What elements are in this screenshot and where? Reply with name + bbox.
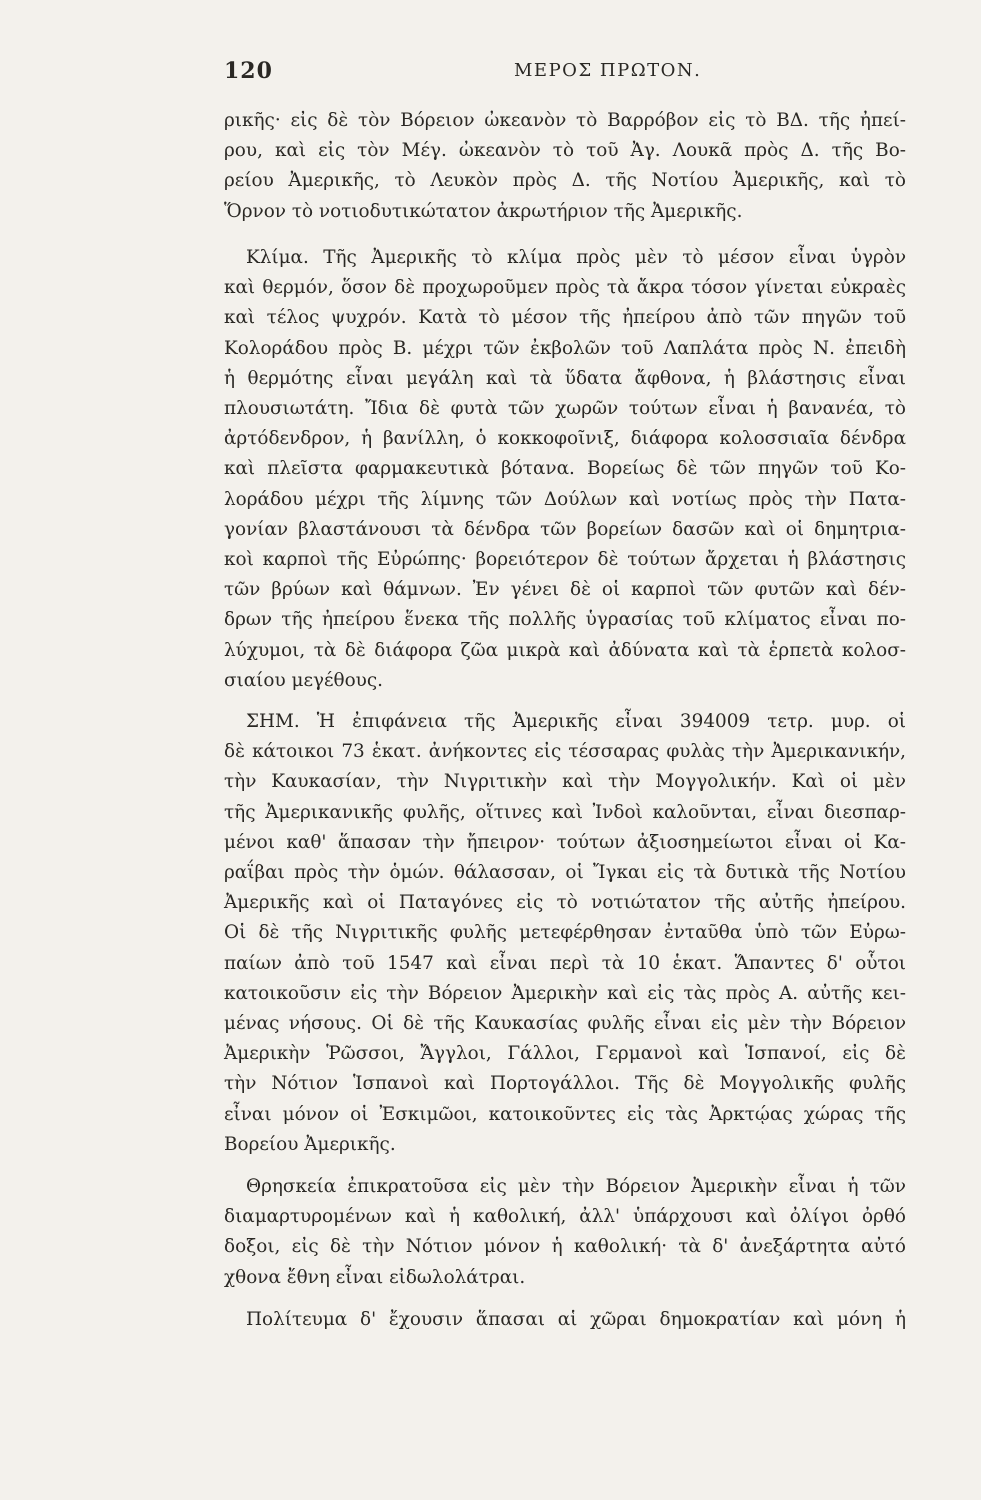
text-line: λύχυμοι, τὰ δὲ διάφορα ζῶα μικρὰ καὶ ἀδύνατα καὶ τὰ ἑρπετὰ κολοσ- xyxy=(224,639,906,661)
text-line: ρείου Ἀμερικῆς, τὸ Λευκὸν πρὸς Δ. τῆς Νοτίου Ἀμερικῆς, καὶ τὸ xyxy=(224,170,906,192)
text-line: παίων ἀπὸ τοῦ 1547 καὶ εἶναι περὶ τὰ 10 ἑκατ. Ἅπαντες δ' οὗτοι xyxy=(224,952,906,974)
text-line: ρικῆς· εἰς δὲ τὸν Βόρειον ὠκεανὸν τὸ Βαρρόβον εἰς τὸ ΒΔ. τῆς ἠπεί- xyxy=(224,110,906,131)
paragraph-thriskeia xyxy=(224,1172,906,1293)
text-line: ρου, καὶ εἰς τὸν Μέγ. ὠκεανὸν τὸ τοῦ Ἀγ. Λουκᾶ πρὸς Δ. τῆς Βο- xyxy=(224,140,906,162)
text-line: Ὅρνον τὸ νοτιοδυτικώτατον ἀκρωτήριον τῆς Ἀμερικῆς. xyxy=(224,200,743,222)
text-line: ραΐβαι πρὸς τὴν ὁμών. θάλασσαν, οἱ Ἴγκαι εἰς τὰ δυτικὰ τῆς Νοτίου xyxy=(224,862,906,884)
text-line: καὶ θερμόν, ὅσον δὲ προχωροῦμεν πρὸς τὰ ἄκρα τόσον γίνεται εὐκραὲς xyxy=(224,277,906,299)
text-line: Πολίτευμα δ' ἔχουσιν ἅπασαι αἱ χῶραι δημοκρατίαν καὶ μόνη ἡ xyxy=(246,1309,906,1330)
paragraph-politeuma xyxy=(224,1305,906,1335)
text-line: ἡ θερμότης εἶναι μεγάλη καὶ τὰ ὕδατα ἄφθονα, ἡ βλάστησις εἶναι xyxy=(224,367,906,389)
paragraph-klima xyxy=(224,243,906,696)
text-line: καὶ πλεῖστα φαρμακευτικὰ βότανα. Βορείως δὲ τῶν πηγῶν τοῦ Κο- xyxy=(224,458,906,480)
text-line: πλουσιωτάτη. Ἴδια δὲ φυτὰ τῶν χωρῶν τούτων εἶναι ἡ βανανέα, τὸ xyxy=(224,398,906,420)
text-line: ἀρτόδενδρον, ἡ βανίλλη, ὁ κοκκοφοῖνιξ, διάφορα κολοσσιαῖα δένδρα xyxy=(224,428,906,450)
text-line: γονίαν βλαστάνουσι τὰ δένδρα τῶν βορείων δασῶν καὶ οἱ δημητρια- xyxy=(224,518,906,540)
text-line: χθονα ἔθνη εἶναι εἰδωλολάτραι. xyxy=(224,1266,526,1288)
text-line: Οἱ δὲ τῆς Νιγριτικῆς φυλῆς μετεφέρθησαν ἐνταῦθα ὑπὸ τῶν Εὐρω- xyxy=(224,922,906,944)
text-line: τὴν Καυκασίαν, τὴν Νιγριτικὴν καὶ τὴν Μογγολικήν. Καὶ οἱ μὲν xyxy=(224,771,906,793)
text-line: κοὶ καρποὶ τῆς Εὐρώπης· βορειότερον δὲ τούτων ἄρχεται ἡ βλάστησις xyxy=(224,549,906,571)
text-line: κατοικοῦσιν εἰς τὴν Βόρειον Ἀμερικὴν καὶ εἰς τὰς πρὸς Α. αὐτῆς κει- xyxy=(224,982,906,1004)
text-line: Ἀμερικῆς καὶ οἱ Παταγόνες εἰς τὸ νοτιώτατον τῆς αὐτῆς ἠπείρου. xyxy=(224,892,906,914)
text-line: ΣΗΜ. Ἡ ἐπιφάνεια τῆς Ἀμερικῆς εἶναι 394009 τετρ. μυρ. οἱ xyxy=(246,711,906,732)
text-line: καὶ τέλος ψυχρόν. Κατὰ τὸ μέσον τῆς ἠπείρου ἀπὸ τῶν πηγῶν τοῦ xyxy=(224,307,906,329)
text-line: μένας νήσους. Οἱ δὲ τῆς Καυκασίας φυλῆς εἶναι εἰς μὲν τὴν Βόρειον xyxy=(224,1013,906,1035)
page-number: 120 xyxy=(224,58,273,84)
text-line: Κολοράδου πρὸς Β. μέχρι τῶν ἐκβολῶν τοῦ Λαπλάτα πρὸς Ν. ἐπειδὴ xyxy=(224,337,906,359)
text-line: λοράδου μέχρι τῆς λίμνης τῶν Δούλων καὶ νοτίως πρὸς τὴν Πατα- xyxy=(224,488,906,510)
text-line: Θρησκεία ἐπικρατοῦσα εἰς μὲν τὴν Βόρειον Ἀμερικὴν εἶναι ἡ τῶν xyxy=(246,1176,906,1197)
text-line: Ἀμερικὴν Ῥῶσσοι, Ἄγγλοι, Γάλλοι, Γερμανοὶ καὶ Ἱσπανοί, εἰς δὲ xyxy=(224,1043,906,1065)
text-line: σιαίου μεγέθους. xyxy=(224,669,383,691)
text-line: Βορείου Ἀμερικῆς. xyxy=(224,1133,396,1155)
running-head xyxy=(224,58,904,92)
text-line: δὲ κάτοικοι 73 ἑκατ. ἀνήκοντες εἰς τέσσαρας φυλὰς τὴν Ἀμερικανικήν, xyxy=(224,741,906,763)
text-line: δρων τῆς ἠπείρου ἕνεκα τῆς πολλῆς ὑγρασίας τοῦ κλίματος εἶναι πο- xyxy=(224,609,906,631)
text-line: διαμαρτυρομένων καὶ ἡ καθολική, ἀλλ' ὑπάρχουσι καὶ ὀλίγοι ὀρθό xyxy=(224,1206,906,1228)
text-line: μένοι καθ' ἅπασαν τὴν ἤπειρον· τούτων ἀξιοσημείωτοι εἶναι οἱ Κα- xyxy=(224,831,906,853)
running-title: ΜΕΡΟΣ ΠΡΩΤΟΝ. xyxy=(514,60,702,81)
text-line: τῆς Ἀμερικανικῆς φυλῆς, οἵτινες καὶ Ἰνδοὶ καλοῦνται, εἶναι διεσπαρ- xyxy=(224,801,906,823)
paragraph-simeiosis xyxy=(224,707,906,1160)
paragraph-intro-continuation xyxy=(224,106,906,227)
text-line: εἶναι μόνον οἱ Ἐσκιμῶοι, κατοικοῦντες εἰς τὰς Ἀρκτῴας χώρας τῆς xyxy=(224,1103,906,1125)
text-line: τὴν Νότιον Ἱσπανοὶ καὶ Πορτογάλλοι. Τῆς δὲ Μογγολικῆς φυλῆς xyxy=(224,1073,906,1095)
text-line: Κλίμα. Τῆς Ἀμερικῆς τὸ κλίμα πρὸς μὲν τὸ μέσον εἶναι ὑγρὸν xyxy=(246,247,906,268)
text-line: δοξοι, εἰς δὲ τὴν Νότιον μόνον ἡ καθολική· τὰ δ' ἀνεξάρτητα αὐτό xyxy=(224,1236,906,1258)
text-line: τῶν βρύων καὶ θάμνων. Ἐν γένει δὲ οἱ καρποὶ τῶν φυτῶν καὶ δέν- xyxy=(224,579,906,601)
